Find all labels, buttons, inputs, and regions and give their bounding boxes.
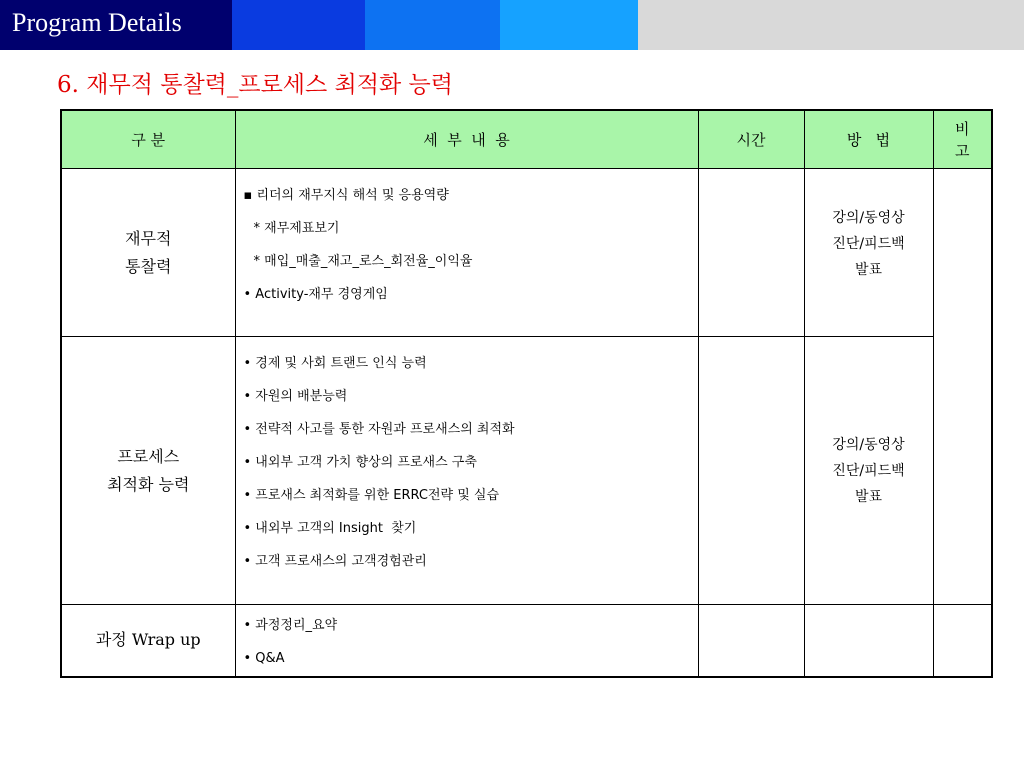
list-item: • 내외부 고객의 Insight 찾기 [243,521,417,536]
row-note [933,605,992,677]
table-header-row [61,110,992,169]
table-row [61,337,992,605]
row-method [804,605,933,677]
list-item: • 고객 프로새스의 고객경험관리 [243,554,427,569]
list-item: * 매입_매출_재고_로스_회전율_이익율 [253,254,473,269]
table-row [61,605,992,677]
header-title: Program Details [0,0,232,50]
program-table [60,109,993,678]
header-stripe-grey [638,0,1024,50]
row-category: 과정 Wrap up [61,605,235,677]
row-content [235,169,698,337]
section-title: 6. 재무적 통찰력_프로세스 최적화 능력 [57,72,453,98]
list-item: • Q&A [243,651,285,666]
row-category: 프로세스 최적화 능력 [61,337,235,605]
table-row [61,169,992,337]
row-time [698,605,804,677]
header-stripe-dark-blue [232,0,365,50]
row-time [698,337,804,605]
row-category: 재무적 통찰력 [61,169,235,337]
list-item: • 자원의 배분능력 [243,389,348,404]
header-time: 시간 [698,110,804,169]
list-item: • 과정정리_요약 [243,618,338,633]
row-note [933,169,992,605]
list-item: * 재무제표보기 [253,221,340,236]
row-method: 강의/동영상 진단/피드백 발표 [804,337,933,605]
header-category: 구 분 [61,110,235,169]
list-item: ▪ 리더의 재무지식 해석 및 응용역량 [243,188,449,203]
header-content: 세 부 내 용 [235,110,698,169]
list-item: • Activity-재무 경영게임 [243,287,388,302]
header-method: 방 법 [804,110,933,169]
list-item: • 내외부 고객 가치 향상의 프로새스 구축 [243,455,477,470]
row-content [235,605,698,677]
header-note: 비 고 [933,110,992,169]
row-method: 강의/동영상 진단/피드백 발표 [804,169,933,337]
list-item: • 경제 및 사회 트랜드 인식 능력 [243,356,427,371]
list-item: • 전략적 사고를 통한 자원과 프로새스의 최적화 [243,422,515,437]
header-bar [0,0,1024,50]
header-stripe-blue [365,0,500,50]
row-content [235,337,698,605]
row-time [698,169,804,337]
header-stripe-light-blue [500,0,638,50]
list-item: • 프로새스 최적화를 위한 ERRC전략 및 실습 [243,488,500,503]
